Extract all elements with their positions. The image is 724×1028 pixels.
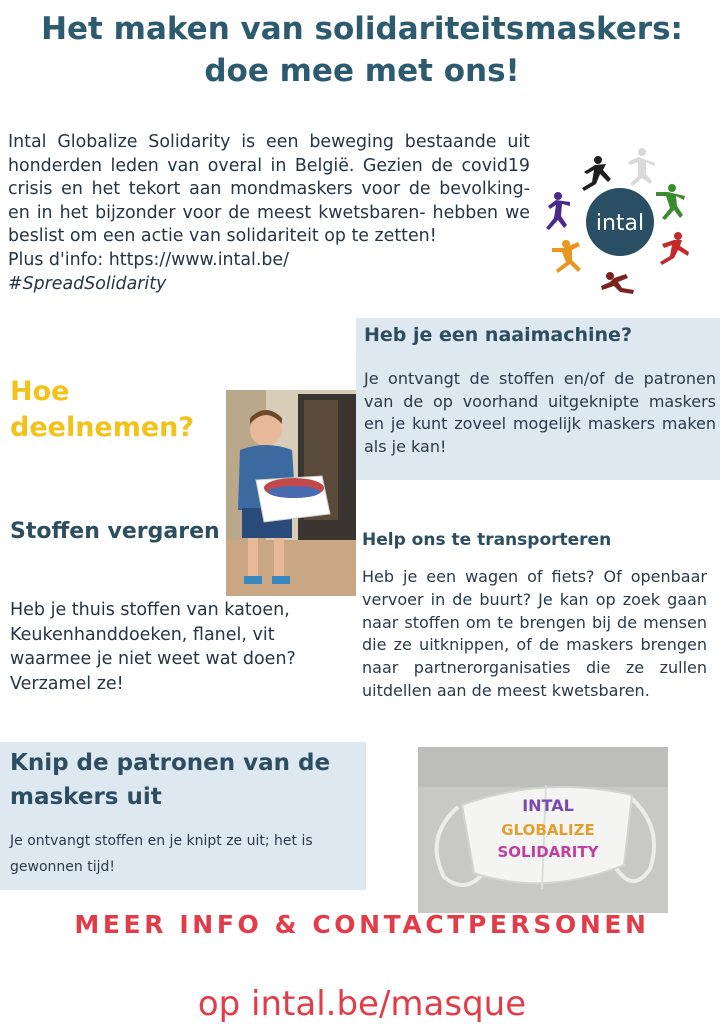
collect-fabrics-heading: Stoffen vergaren	[10, 519, 220, 544]
how-to-participate-heading	[10, 374, 194, 446]
mask-print-line-2: GLOBALIZE	[501, 821, 595, 839]
intal-logo-icon	[540, 142, 696, 302]
how-line-1: Hoe	[10, 376, 70, 407]
intro-paragraph: Intal Globalize Solidarity is een beweging bestaande uit honderden leden van overal in België. Gezien de covid19 crisis en het tekort aan mondmaskers voor de bevolking- en in het bijzonder voor de meest kwetsbaren- hebben we beslist om een actie van solidariteit op te zetten!	[8, 132, 530, 247]
title-line-2: doe mee met ons!	[204, 53, 520, 89]
sewing-machine-panel	[356, 318, 720, 480]
page-title	[0, 8, 724, 92]
sewing-machine-text: Je ontvangt de stoffen en/of de patronen van de op voorhand uitgeknipte maskers en je kunt zoveel mogelijk maskers maken als je kan!	[364, 369, 716, 456]
hashtag: #SpreadSolidarity	[8, 273, 167, 294]
mask-print-line-3: SOLIDARITY	[497, 843, 599, 861]
more-info-banner: MEER INFO & CONTACTPERSONEN	[74, 910, 650, 939]
face-mask-photo	[418, 747, 668, 913]
website-link[interactable]: op intal.be/masque	[197, 984, 527, 1024]
transport-text: Heb je een wagen of fiets? Of openbaar vervoer in de buurt? Je kan op zoek gaan naar stoffen om te brengen bij de mensen die ze uitknippen, of de maskers brengen naar partnerorganisaties die ze zullen uitdellen aan de meest kwetsbaren.	[362, 567, 707, 700]
cut-patterns-heading: Knip de patronen van de maskers uit	[10, 750, 331, 810]
transport-heading: Help ons te transporteren	[362, 530, 612, 550]
collect-fabrics-text: Heb je thuis stoffen van katoen, Keukenhanddoeken, flanel, vit waarmee je niet weet wat doen? Verzamel ze!	[10, 600, 296, 694]
sewing-machine-heading: Heb je een naaimachine?	[364, 324, 632, 346]
cut-patterns-panel	[0, 742, 366, 890]
title-line-1: Het maken van solidariteitsmaskers:	[41, 11, 683, 47]
mask-print-line-1: INTAL	[522, 796, 574, 815]
how-line-2: deelnemen?	[10, 412, 195, 443]
intro-section	[8, 131, 530, 296]
logo-text: intal	[595, 211, 645, 236]
more-info-link[interactable]: Plus d'info: https://www.intal.be/	[8, 249, 289, 270]
child-with-fabrics-photo	[226, 390, 356, 596]
cut-patterns-text: Je ontvangt stoffen en je knipt ze uit; het is gewonnen tijd!	[10, 833, 313, 875]
